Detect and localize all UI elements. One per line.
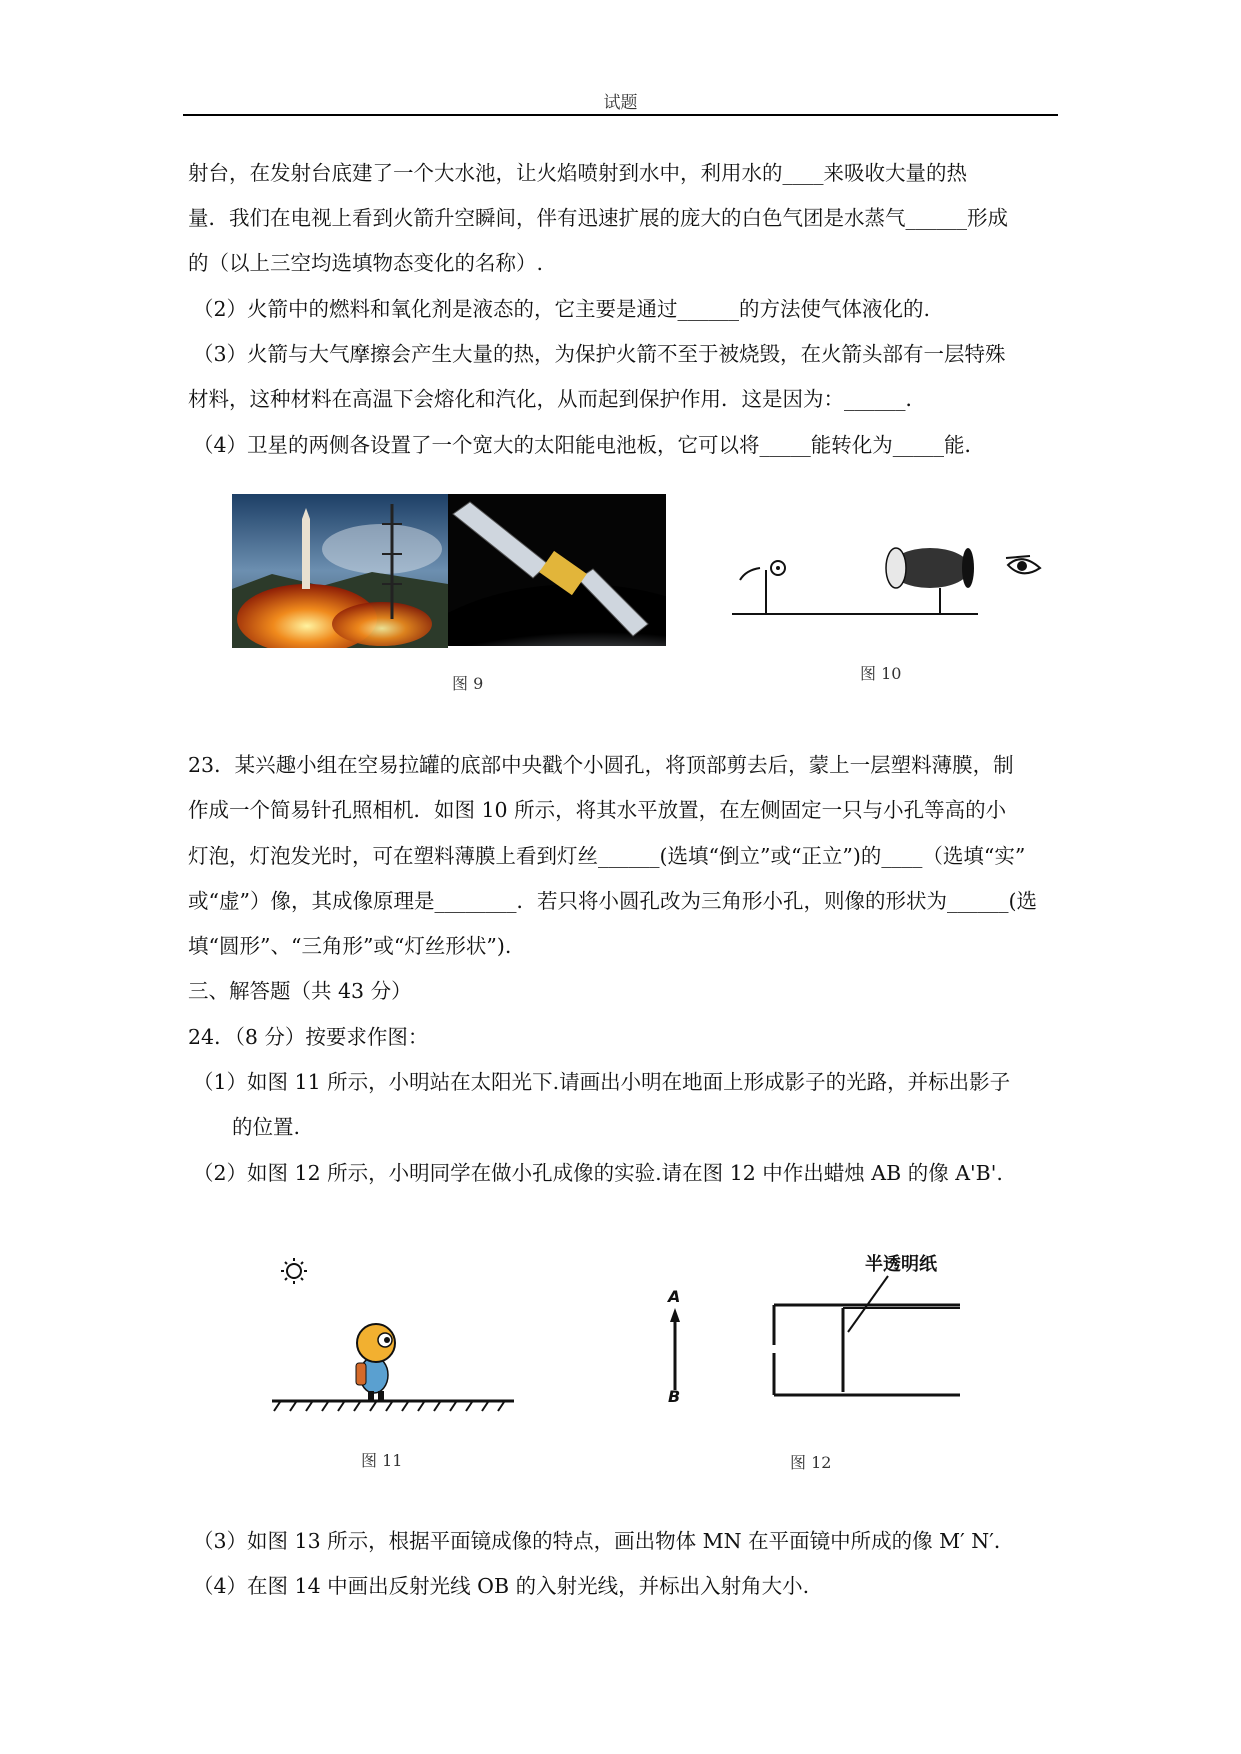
- text-line: 或“虚”）像，其成像原理是________．若只将小圆孔改为三角形小孔，则像的形状为______(选: [188, 889, 1037, 913]
- text-line: 作成一个简易针孔照相机．如图 10 所示，将其水平放置，在左侧固定一只与小孔等高的小: [188, 798, 1007, 822]
- header-rule: [183, 114, 1058, 116]
- text-line: 的位置.: [232, 1115, 301, 1139]
- text-line: （4）卫星的两侧各设置了一个宽大的太阳能电池板，它可以将_____能转化为_____能．: [193, 433, 986, 457]
- text-line: （3）如图 13 所示，根据平面镜成像的特点，画出物体 MN 在平面镜中所成的像 M′ N′．: [193, 1529, 1015, 1553]
- pinhole-box-diagram: [660, 1250, 980, 1424]
- label-translucent-paper: 半透明纸: [865, 1254, 937, 1275]
- text-line: （1）如图 11 所示，小明站在太阳光下.请画出小明在地面上形成影子的光路，并标出影子: [193, 1070, 1011, 1094]
- label-a: A: [668, 1287, 681, 1306]
- text-line: （4）在图 14 中画出反射光线 OB 的入射光线，并标出入射角大小.: [193, 1574, 810, 1598]
- figure-caption: 图 11: [361, 1451, 403, 1470]
- figure-caption: 图 9: [452, 674, 484, 693]
- text-line: （2）如图 12 所示，小明同学在做小孔成像的实验.请在图 12 中作出蜡烛 AB 的像 A'B'.: [193, 1161, 1003, 1185]
- section-heading: 三、解答题（共 43 分）: [188, 979, 412, 1003]
- satellite-image: [448, 494, 666, 650]
- question-heading: 24．（8 分）按要求作图：: [188, 1025, 429, 1049]
- sun-icon: [281, 1258, 307, 1284]
- text-line: 23．某兴趣小组在空易拉罐的底部中央戳个小圆孔，将顶部剪去后，蒙上一层塑料薄膜，制: [188, 753, 1014, 777]
- boy-in-sunlight-diagram: [270, 1255, 520, 1419]
- boy-figure: [356, 1324, 395, 1401]
- text-line: 填“圆形”、“三角形”或“灯丝形状”).: [188, 934, 512, 958]
- text-line: 量．我们在电视上看到火箭升空瞬间，伴有迅速扩展的庞大的白色气团是水蒸气______形成: [188, 206, 1008, 230]
- pinhole-camera-diagram: [730, 540, 1050, 624]
- text-line: 灯泡，灯泡发光时，可在塑料薄膜上看到灯丝______(选填“倒立”或“正立”)的____（选填“实”: [188, 844, 1026, 868]
- rocket-launch-image: [232, 494, 448, 652]
- text-line: 射台，在发射台底建了一个大水池，让火焰喷射到水中，利用水的____来吸收大量的热: [188, 161, 967, 185]
- figure-caption: 图 10: [860, 664, 902, 683]
- text-line: （2）火箭中的燃料和氧化剂是液态的，它主要是通过______的方法使气体液化的.: [193, 297, 931, 321]
- text-line: 材料，这种材料在高温下会熔化和汽化，从而起到保护作用．这是因为：______．: [188, 387, 926, 411]
- text-line: 的（以上三空均选填物态变化的名称）.: [188, 251, 544, 275]
- figure-caption: 图 12: [790, 1453, 832, 1472]
- text-line: （3）火箭与大气摩擦会产生大量的热，为保护火箭不至于被烧毁，在火箭头部有一层特殊: [193, 342, 1006, 366]
- label-b: B: [668, 1387, 681, 1406]
- page-header-title: 试题: [603, 93, 638, 113]
